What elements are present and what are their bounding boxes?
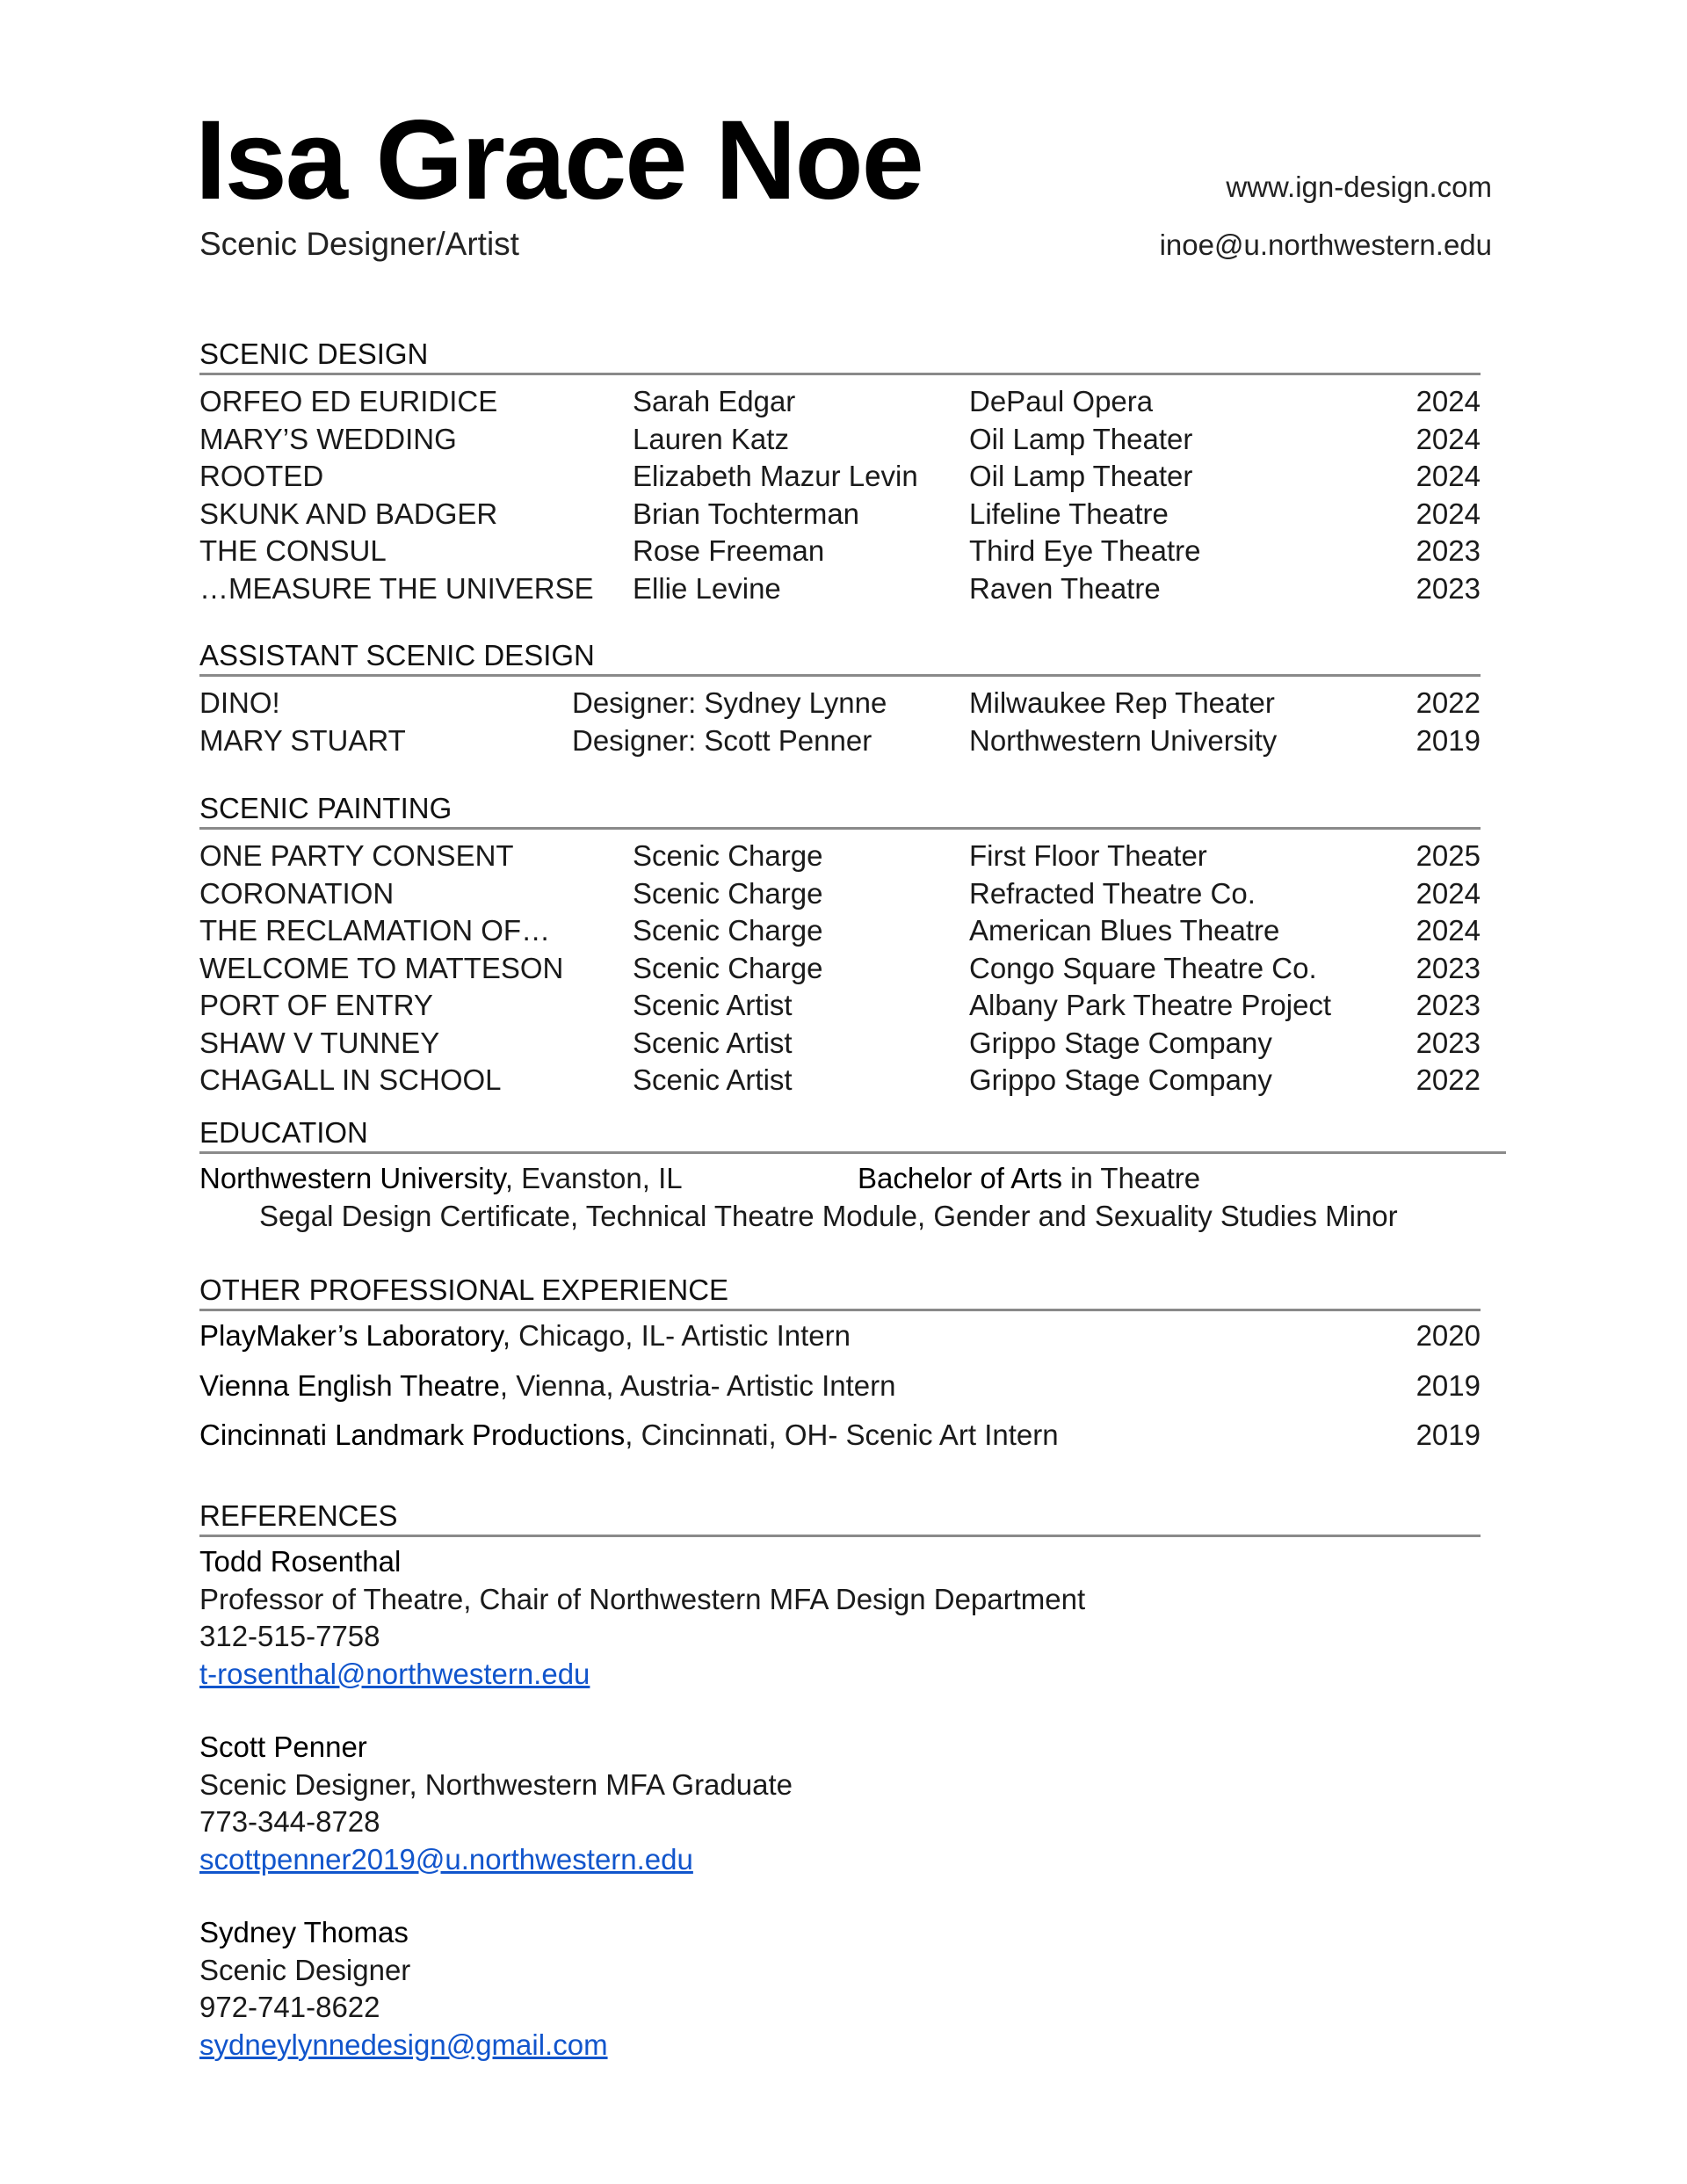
company-name: American Blues Theatre [969, 914, 1280, 947]
section-divider [199, 674, 1481, 677]
section-heading: SCENIC DESIGN [199, 337, 429, 370]
company-name: Oil Lamp Theater [969, 460, 1193, 492]
reference-email-row [199, 1656, 1481, 1694]
reference-title: Scenic Designer [199, 1953, 411, 1986]
resume-name: Isa Grace Noe [195, 98, 923, 223]
credit-row [199, 1062, 1481, 1099]
production-title: …MEASURE THE UNIVERSE [199, 571, 594, 605]
education-details [199, 1198, 1506, 1236]
experience-text [199, 1317, 851, 1355]
reference-email-row [199, 1841, 1481, 1879]
company-name: Grippo Stage Company [969, 1026, 1272, 1059]
section-assistant-scenic-design [199, 637, 1481, 759]
reference-name: Todd Rosenthal [199, 1545, 402, 1578]
production-title: MARY STUART [199, 723, 406, 757]
company-name: Oil Lamp Theater [969, 422, 1193, 455]
credit-role: Scenic Charge [633, 914, 823, 947]
credit-row [199, 496, 1481, 533]
credit-year: 2024 [1415, 385, 1481, 417]
credit-role: Designer: Scott Penner [572, 723, 872, 757]
credit-role: Scenic Charge [633, 839, 823, 872]
production-title: PORT OF ENTRY [199, 989, 433, 1021]
experience-year: 2019 [1415, 1368, 1481, 1402]
credit-year: 2024 [1415, 497, 1481, 530]
production-title: CORONATION [199, 876, 395, 910]
credit-role: Scenic Charge [633, 951, 823, 984]
reference-email-link[interactable]: t-rosenthal@northwestern.edu [199, 1657, 590, 1690]
experience-detail: , Cincinnati, OH- Scenic Art Intern [625, 1419, 1059, 1451]
credit-year: 2025 [1415, 839, 1481, 872]
reference-email-link[interactable]: scottpenner2019@u.northwestern.edu [199, 1842, 693, 1876]
organization-name: Cincinnati Landmark Productions [199, 1419, 626, 1451]
section-heading: OTHER PROFESSIONAL EXPERIENCE [199, 1273, 729, 1306]
section-heading: REFERENCES [199, 1499, 398, 1532]
production-title: THE CONSUL [199, 534, 387, 567]
section-heading: SCENIC PAINTING [199, 792, 453, 824]
reference-email-link[interactable]: sydneylynnedesign@gmail.com [199, 2028, 608, 2061]
credit-row [199, 533, 1481, 570]
credit-role: Scenic Artist [633, 1063, 793, 1096]
reference-name: Sydney Thomas [199, 1916, 409, 1948]
reference-email-row [199, 2027, 1481, 2064]
credit-role: Designer: Sydney Lynne [572, 686, 887, 719]
credit-year: 2019 [1415, 723, 1481, 757]
credit-year: 2024 [1415, 876, 1481, 910]
credit-row [199, 383, 1481, 421]
production-title: WELCOME TO MATTESON [199, 951, 564, 984]
credit-year: 2024 [1415, 914, 1481, 947]
organization-name: Vienna English Theatre [199, 1368, 500, 1402]
experience-row [199, 1317, 1481, 1368]
credit-role: Scenic Artist [633, 1026, 793, 1059]
section-scenic-painting [199, 790, 1481, 1099]
company-name: DePaul Opera [969, 385, 1154, 417]
experience-year: 2019 [1415, 1419, 1481, 1451]
organization-name: PlayMaker’s Laboratory [199, 1319, 503, 1352]
production-title: ROOTED [199, 460, 324, 492]
credit-year: 2024 [1415, 460, 1481, 492]
credit-role: Sarah Edgar [633, 385, 796, 417]
credit-row [199, 722, 1481, 760]
reference-title: Scenic Designer, Northwestern MFA Graduate [199, 1767, 793, 1801]
education-row [199, 1160, 1506, 1198]
production-title: MARY’S WEDDING [199, 422, 457, 455]
credit-row [199, 421, 1481, 459]
experience-text [199, 1368, 895, 1405]
degree-name: Bachelor of Arts [858, 1162, 1062, 1194]
credit-row [199, 1025, 1481, 1063]
credit-role: Scenic Charge [633, 876, 823, 910]
school-name: Northwestern University [199, 1162, 505, 1194]
reference-title: Professor of Theatre, Chair of Northwestern MFA Design Department [199, 1582, 1086, 1615]
production-title: ONE PARTY CONSENT [199, 839, 514, 872]
credit-year: 2023 [1415, 534, 1481, 567]
production-title: DINO! [199, 686, 280, 719]
production-title: SKUNK AND BADGER [199, 497, 498, 530]
experience-row [199, 1417, 1481, 1467]
section-divider [199, 1151, 1506, 1154]
credit-year: 2024 [1415, 422, 1481, 455]
reference-phone: 312-515-7758 [199, 1620, 380, 1652]
section-divider [199, 373, 1481, 375]
company-name: Lifeline Theatre [969, 497, 1169, 530]
credit-role: Ellie Levine [633, 571, 781, 605]
section-other-experience [199, 1272, 1481, 1467]
experience-row [199, 1368, 1481, 1418]
credit-year: 2023 [1415, 989, 1481, 1021]
experience-text [199, 1417, 1059, 1455]
production-title: SHAW V TUNNEY [199, 1026, 440, 1059]
credit-year: 2023 [1415, 571, 1481, 605]
experience-detail: , Vienna, Austria- Artistic Intern [499, 1368, 896, 1402]
section-heading: ASSISTANT SCENIC DESIGN [199, 639, 595, 671]
school-location: , Evanston, IL [504, 1162, 683, 1194]
credit-row [199, 570, 1481, 608]
credit-role: Scenic Artist [633, 989, 793, 1021]
reference-phone: 972-741-8622 [199, 1991, 380, 2023]
credit-row [199, 987, 1481, 1025]
contact-email[interactable]: inoe@u.northwestern.edu [1159, 229, 1492, 261]
credit-year: 2022 [1415, 686, 1481, 719]
credit-row [199, 950, 1481, 988]
credit-role: Brian Tochterman [633, 497, 860, 530]
reference-spacer [199, 1693, 1481, 1729]
company-name: First Floor Theater [969, 839, 1207, 872]
section-references [199, 1498, 1481, 2064]
company-name: Northwestern University [969, 723, 1278, 757]
section-divider [199, 1309, 1481, 1311]
degree-field: in Theatre [1061, 1162, 1201, 1194]
reference-phone: 773-344-8728 [199, 1805, 380, 1838]
section-heading: EDUCATION [199, 1116, 368, 1149]
credit-row [199, 875, 1481, 913]
credit-year: 2022 [1415, 1063, 1481, 1096]
education-details-text: Segal Design Certificate, Technical Theatre Module, Gender and Sexuality Studies Minor [259, 1199, 1398, 1232]
experience-detail: , Chicago, IL- Artistic Intern [502, 1319, 851, 1352]
company-name: Refracted Theatre Co. [969, 876, 1256, 910]
credit-row [199, 458, 1481, 496]
reference-spacer [199, 1878, 1481, 1914]
experience-year: 2020 [1415, 1319, 1481, 1352]
credit-year: 2023 [1415, 951, 1481, 984]
credit-row [199, 838, 1481, 875]
company-name: Third Eye Theatre [969, 534, 1201, 567]
section-divider [199, 827, 1481, 830]
section-education [199, 1114, 1506, 1235]
company-name: Grippo Stage Company [969, 1063, 1272, 1096]
company-name: Raven Theatre [969, 571, 1161, 605]
resume-subtitle: Scenic Designer/Artist [199, 226, 519, 262]
production-title: ORFEO ED EURIDICE [199, 385, 498, 417]
credit-row [199, 912, 1481, 950]
credit-role: Elizabeth Mazur Levin [633, 460, 918, 492]
credit-row [199, 685, 1481, 722]
credit-role: Lauren Katz [633, 422, 789, 455]
credit-year: 2023 [1415, 1026, 1481, 1059]
website-link[interactable]: www.ign-design.com [1226, 171, 1492, 203]
production-title: THE RECLAMATION OF… [199, 914, 551, 947]
company-name: Milwaukee Rep Theater [969, 686, 1275, 719]
credit-role: Rose Freeman [633, 534, 825, 567]
reference-name: Scott Penner [199, 1731, 367, 1763]
section-scenic-design [199, 336, 1481, 607]
section-divider [199, 1535, 1481, 1537]
production-title: CHAGALL IN SCHOOL [199, 1063, 502, 1096]
company-name: Albany Park Theatre Project [969, 989, 1332, 1021]
company-name: Congo Square Theatre Co. [969, 951, 1317, 984]
